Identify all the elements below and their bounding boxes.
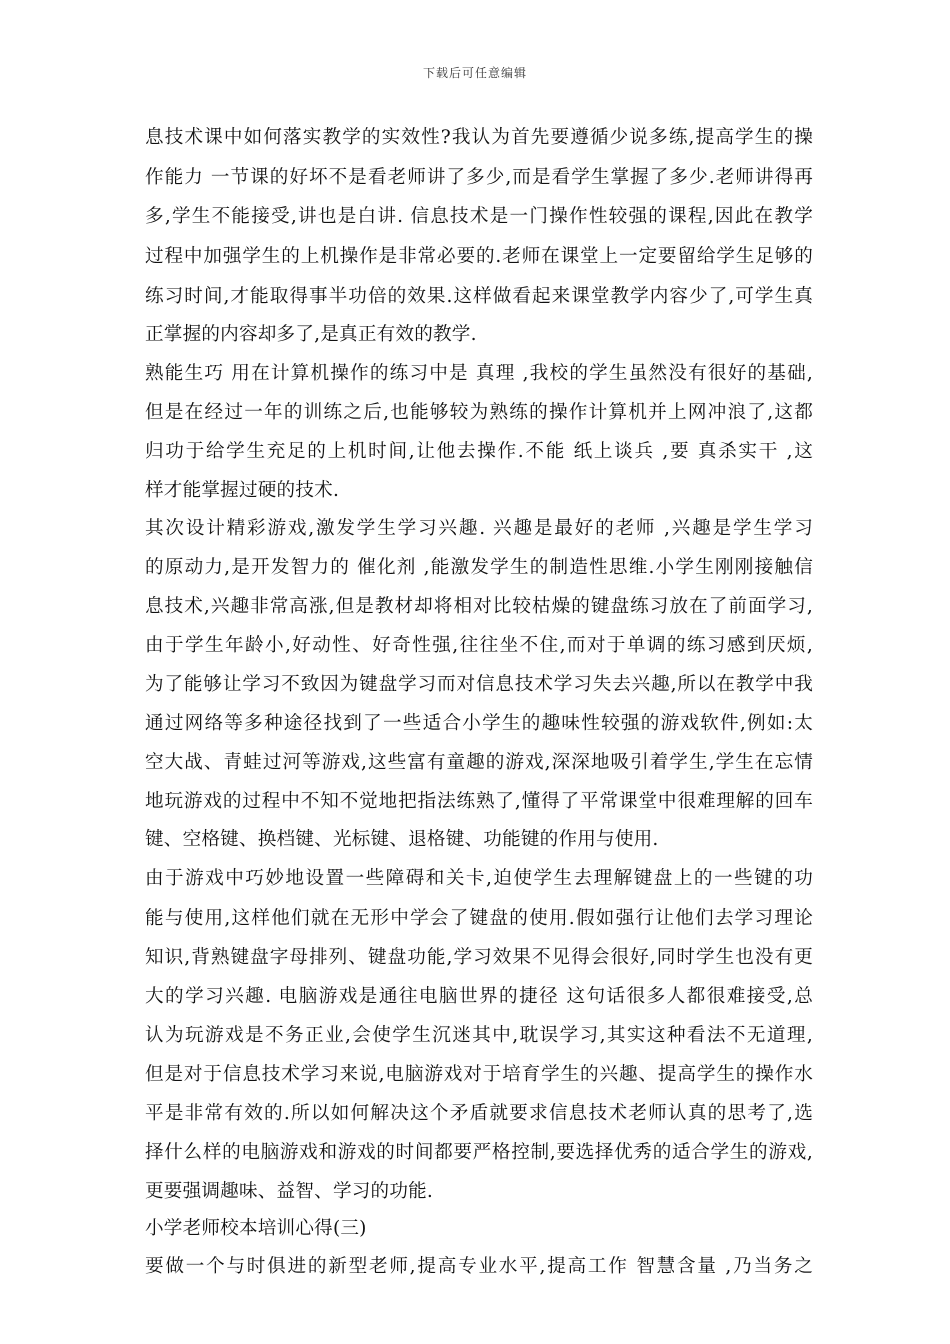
body-line: 息技术课中如何落实教学的实效性?我认为首先要遵循少说多练,提高学生的操 xyxy=(145,127,813,148)
body-line: 息技术,兴趣非常高涨,但是教材却将相对比较枯燥的键盘练习放在了前面学习, xyxy=(145,596,813,617)
body-line: 熟能生巧 用在计算机操作的练习中是 真理 ,我校的学生虽然没有很好的基础, xyxy=(145,363,813,384)
body-line: 空大战、青蛙过河等游戏,这些富有童趣的游戏,深深地吸引着学生,学生在忘情 xyxy=(145,752,813,773)
body-line: 大的学习兴趣. 电脑游戏是通往电脑世界的捷径 这句话很多人都很难接受,总 xyxy=(145,986,813,1007)
body-line: 多,学生不能接受,讲也是白讲. 信息技术是一门操作性较强的课程,因此在教学 xyxy=(145,206,813,227)
body-line: 认为玩游戏是不务正业,会使学生沉迷其中,耽误学习,其实这种看法不无道理, xyxy=(145,1025,813,1046)
body-line: 其次设计精彩游戏,激发学生学习兴趣. 兴趣是最好的老师 ,兴趣是学生学习 xyxy=(145,518,813,539)
body-line: 但是对于信息技术学习来说,电脑游戏对于培育学生的兴趣、提高学生的操作水 xyxy=(145,1064,813,1085)
body-line: 平是非常有效的.所以如何解决这个矛盾就要求信息技术老师认真的思考了,选 xyxy=(145,1103,813,1124)
body-line: 为了能够让学习不致因为键盘学习而对信息技术学习失去兴趣,所以在教学中我 xyxy=(145,674,813,695)
body-line: 正掌握的内容却多了,是真正有效的教学. xyxy=(145,324,477,345)
body-line: 知识,背熟键盘字母排列、键盘功能,学习效果不见得会很好,同时学生也没有更 xyxy=(145,947,813,968)
body-line: 过程中加强学生的上机操作是非常必要的.老师在课堂上一定要留给学生足够的 xyxy=(145,246,813,267)
body-line: 由于学生年龄小,好动性、好奇性强,往往坐不住,而对于单调的练习感到厌烦, xyxy=(145,635,813,656)
body-line: 但是在经过一年的训练之后,也能够较为熟练的操作计算机并上网冲浪了,这都 xyxy=(145,402,813,423)
section-heading: 小学老师校本培训心得(三) xyxy=(145,1218,367,1239)
body-line: 地玩游戏的过程中不知不觉地把指法练熟了,懂得了平常课堂中很难理解的回车 xyxy=(145,791,813,812)
body-line: 样才能掌握过硬的技术. xyxy=(145,480,340,501)
body-line: 更要强调趣味、益智、学习的功能. xyxy=(145,1181,434,1202)
body-line: 由于游戏中巧妙地设置一些障碍和关卡,迫使学生去理解键盘上的一些键的功 xyxy=(145,868,813,889)
body-line: 练习时间,才能取得事半功倍的效果.这样做看起来课堂教学内容少了,可学生真 xyxy=(145,286,813,307)
body-line: 键、空格键、换档键、光标键、退格键、功能键的作用与使用. xyxy=(145,829,659,850)
body-line: 能与使用,这样他们就在无形中学会了键盘的使用.假如强行让他们去学习理论 xyxy=(145,908,813,929)
body-line: 作能力 一节课的好坏不是看老师讲了多少,而是看学生掌握了多少.老师讲得再 xyxy=(145,167,813,188)
body-line: 通过网络等多种途径找到了一些适合小学生的趣味性较强的游戏软件,例如:太 xyxy=(145,713,813,734)
page-header-note: 下载后可任意编辑 xyxy=(422,66,527,80)
body-line: 择什么样的电脑游戏和游戏的时间都要严格控制,要选择优秀的适合学生的游戏, xyxy=(145,1142,813,1163)
body-line: 要做一个与时俱进的新型老师,提高专业水平,提高工作 智慧含量 ,乃当务之 xyxy=(145,1256,813,1277)
body-line: 归功于给学生充足的上机时间,让他去操作.不能 纸上谈兵 ,要 真杀实干 ,这 xyxy=(145,441,813,462)
body-line: 的原动力,是开发智力的 催化剂 ,能激发学生的制造性思维.小学生刚刚接触信 xyxy=(145,557,813,578)
